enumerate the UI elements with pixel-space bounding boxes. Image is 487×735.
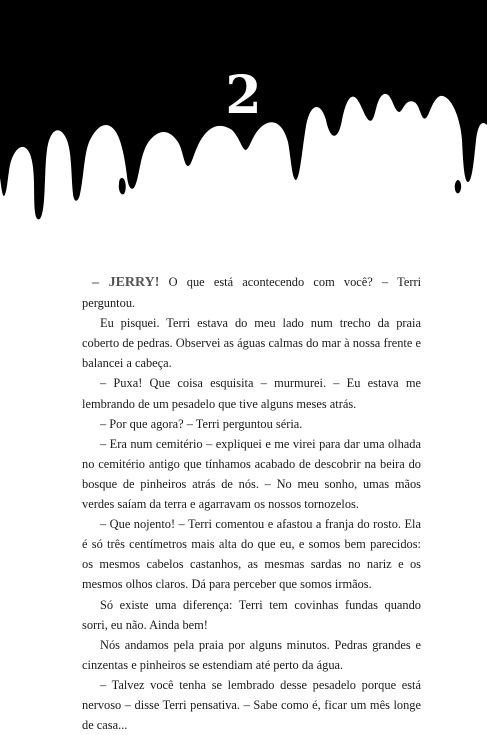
chapter-number: 2 — [225, 65, 262, 126]
paragraph: – Por que agora? – Terri perguntou séria. — [100, 416, 303, 431]
opening-paragraph — [82, 272, 421, 313]
paragraph: – Talvez você tenha se lembrado desse pesadelo porque está nervoso – disse Terri pensativa. – Sabe como é, ficar um mês longe de casa... — [82, 677, 421, 733]
paragraph: – Era num cemitério – expliquei e me virei para dar uma olhada no cemitério antigo que tínhamos acabado de descobrir na beira do bosque de pinheiros atrás de nós. – No meu sonho, umas mãos verdes saíam da terra e agarravam os nossos tornozelos. — [82, 436, 421, 512]
paragraph: – Puxa! Que coisa esquisita – murmurei. – Eu estava me lembrando de um pesadelo que tive alguns meses atrás. — [82, 376, 421, 411]
paragraph-text: O que está acontecendo com você? – Terri perguntou. — [82, 275, 422, 311]
opening-exclamation: – JERRY! — [92, 275, 160, 290]
chapter-body — [82, 272, 421, 735]
paragraph: Nós andamos pela praia por alguns minutos. Pedras grandes e cinzentas e pinheiros se estendiam até perto da água. — [82, 637, 421, 672]
paragraph: Só existe uma diferença: Terri tem covinhas fundas quando sorri, eu não. Ainda bem! — [82, 597, 421, 632]
paragraph: Eu pisquei. Terri estava do meu lado num trecho da praia coberto de pedras. Observei as águas calmas do mar à nossa frente e balancei a cabeça. — [82, 316, 421, 371]
paragraph: – Que nojento! – Terri comentou e afastou a franja do rosto. Ela é só três centímetros mais alta do que eu, e somos bem parecidos: os mesmos cabelos castanhos, as mesmas sardas no nariz e os mesmos olhos claros. Dá para perceber que somos irmãos. — [82, 517, 421, 592]
